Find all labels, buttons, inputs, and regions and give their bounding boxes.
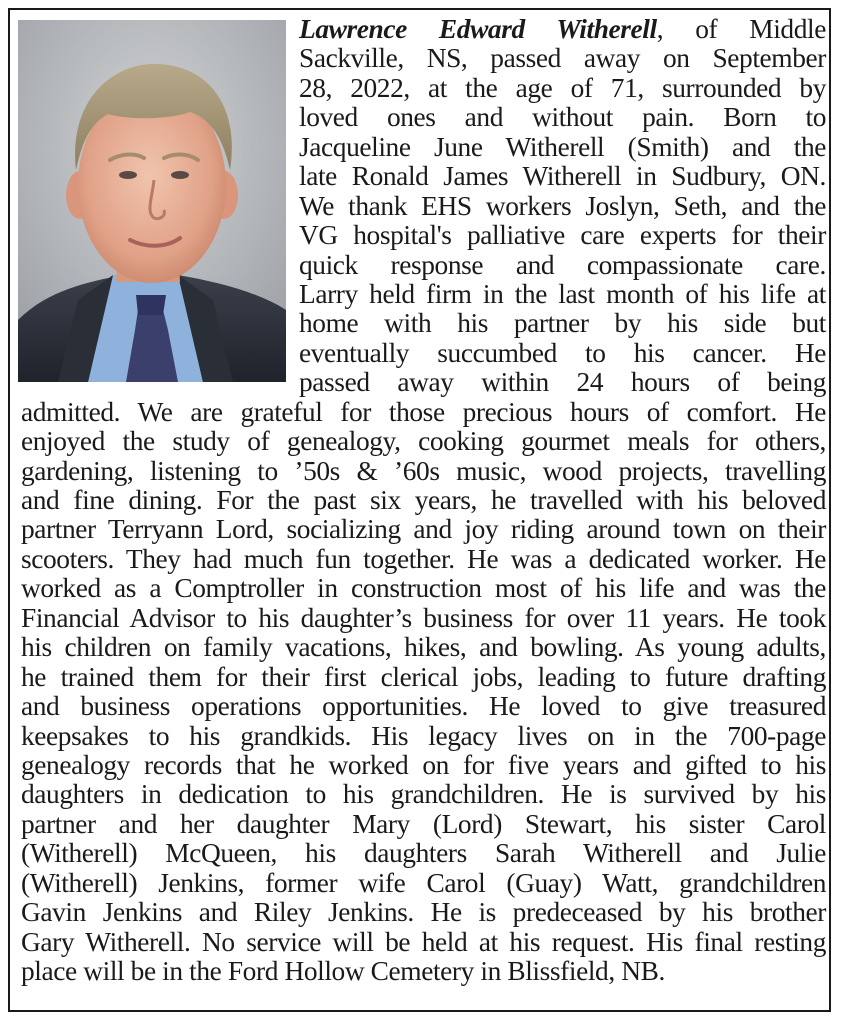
text-line: Financial Advisor to his daughter’s business for over 11 years. He took	[21, 602, 826, 633]
text-line: admitted. We are grateful for those precious hours of comfort. He	[21, 396, 826, 427]
text-line: keepsakes to his grandkids. His legacy lives on in the 700-page	[21, 720, 826, 751]
text-line: quick response and compassionate care.	[299, 249, 826, 280]
text-line: genealogy records that he worked on for five years and gifted to his	[21, 749, 826, 780]
text-line: loved ones and without pain. Born to	[299, 102, 826, 133]
text-line: and fine dining. For the past six years, he travelled with his beloved	[21, 485, 826, 515]
text-line: scooters. They had much fun together. He was a dedicated worker. He	[21, 543, 826, 574]
text-line: partner and her daughter Mary (Lord) Stewart, his sister Carol	[21, 808, 826, 839]
text-line: place will be in the Ford Hollow Cemetery in Blissfield, NB.	[21, 956, 665, 986]
text-line: late Ronald James Witherell in Sudbury, ON.	[299, 161, 826, 192]
text-line: Gary Witherell. No service will be held at his request. His final resting	[21, 926, 826, 957]
text-line: eventually succumbed to his cancer. He	[299, 337, 826, 368]
deceased-name: Lawrence Edward Witherell	[299, 14, 657, 44]
text-line: (Witherell) Jenkins, former wife Carol (Guay) Watt, grandchildren	[21, 867, 826, 898]
text-line: and business operations opportunities. He loved to give treasured	[21, 691, 826, 722]
text-line: partner Terryann Lord, socializing and joy riding around town on their	[21, 514, 826, 545]
text-line: Sackville, NS, passed away on September	[299, 43, 826, 74]
text-line: VG hospital's palliative care experts for their	[299, 220, 826, 251]
text-line: home with his partner by his side but	[299, 308, 826, 339]
text-line: enjoyed the study of genealogy, cooking gourmet meals for others,	[21, 426, 826, 457]
text-line: his children on family vacations, hikes, and bowling. As young adults,	[21, 632, 826, 663]
text-line: Gavin Jenkins and Riley Jenkins. He is predeceased by his brother	[21, 897, 826, 928]
text-line: (Witherell) McQueen, his daughters Sarah Witherell and Julie	[21, 838, 826, 869]
text-line: Jacqueline June Witherell (Smith) and the	[299, 131, 826, 162]
text-line: worked as a Comptroller in construction most of his life and was the	[21, 573, 826, 604]
text-line: he trained them for their first clerical jobs, leading to future drafting	[21, 661, 826, 692]
text-line: 28, 2022, at the age of 71, surrounded by	[299, 72, 826, 103]
text-line: daughters in dedication to his grandchildren. He is survived by his	[21, 779, 826, 810]
text-line: We thank EHS workers Joslyn, Seth, and the	[299, 190, 826, 221]
text-line: passed away within 24 hours of being	[299, 367, 826, 398]
text-line: Larry held firm in the last month of his life at	[299, 278, 826, 309]
text-line: gardening, listening to ’50s & ’60s music, wood projects, travelling	[21, 455, 826, 486]
text-line: Lawrence Edward Witherell, of Middle	[299, 14, 826, 44]
